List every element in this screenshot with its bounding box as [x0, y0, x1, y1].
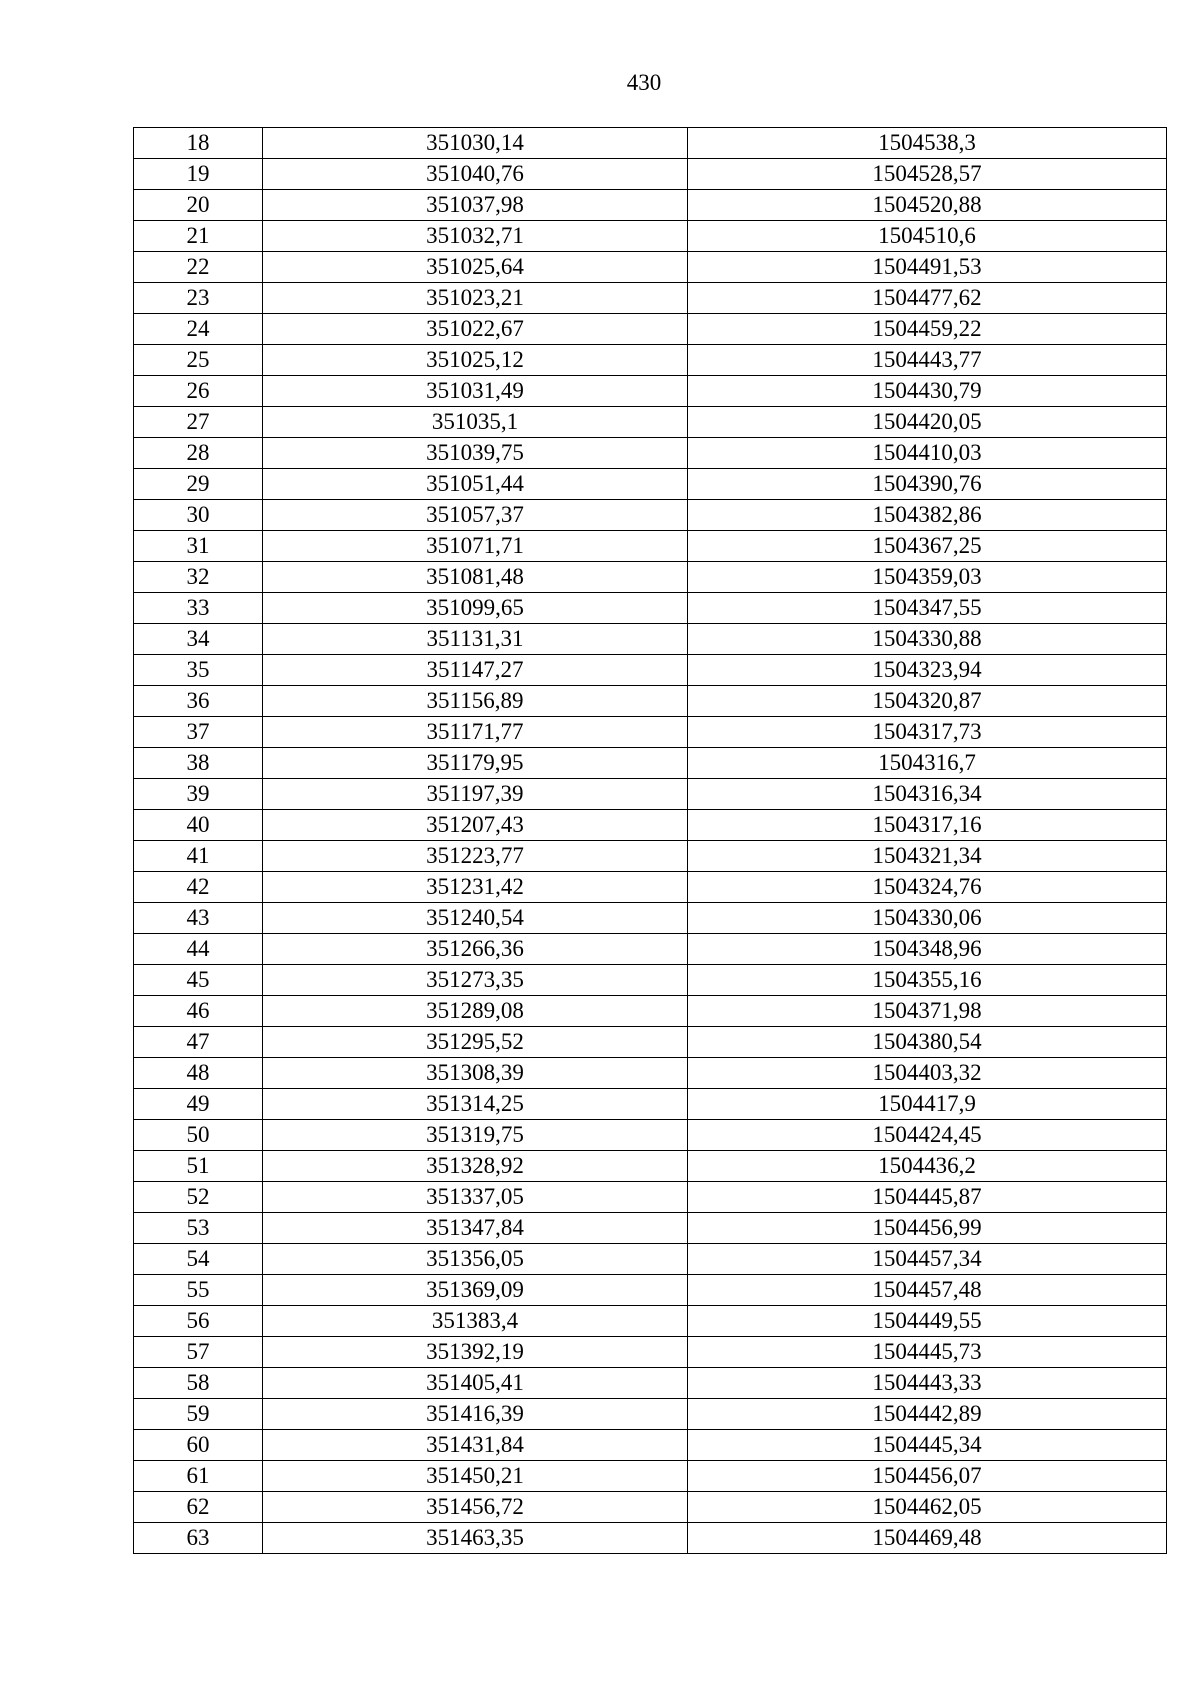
- point-number-cell: 52: [134, 1182, 263, 1213]
- point-number-cell: 40: [134, 810, 263, 841]
- x-coordinate-cell: 351057,37: [263, 500, 688, 531]
- point-number-cell: 59: [134, 1399, 263, 1430]
- point-number-cell: 46: [134, 996, 263, 1027]
- y-coordinate-cell: 1504456,99: [688, 1213, 1167, 1244]
- point-number-cell: 50: [134, 1120, 263, 1151]
- x-coordinate-cell: 351289,08: [263, 996, 688, 1027]
- table-row: [134, 965, 1167, 996]
- x-coordinate-cell: 351308,39: [263, 1058, 688, 1089]
- x-coordinate-cell: 351240,54: [263, 903, 688, 934]
- x-coordinate-cell: 351131,31: [263, 624, 688, 655]
- y-coordinate-cell: 1504430,79: [688, 376, 1167, 407]
- y-coordinate-cell: 1504420,05: [688, 407, 1167, 438]
- coordinates-table: [133, 127, 1167, 1554]
- y-coordinate-cell: 1504436,2: [688, 1151, 1167, 1182]
- table-row: [134, 872, 1167, 903]
- x-coordinate-cell: 351347,84: [263, 1213, 688, 1244]
- table-row: [134, 500, 1167, 531]
- y-coordinate-cell: 1504321,34: [688, 841, 1167, 872]
- y-coordinate-cell: 1504462,05: [688, 1492, 1167, 1523]
- y-coordinate-cell: 1504443,77: [688, 345, 1167, 376]
- point-number-cell: 61: [134, 1461, 263, 1492]
- x-coordinate-cell: 351039,75: [263, 438, 688, 469]
- table-row: [134, 190, 1167, 221]
- table-body: [134, 128, 1167, 1554]
- point-number-cell: 36: [134, 686, 263, 717]
- x-coordinate-cell: 351383,4: [263, 1306, 688, 1337]
- table-row: [134, 1337, 1167, 1368]
- table-row: [134, 841, 1167, 872]
- x-coordinate-cell: 351071,71: [263, 531, 688, 562]
- table-row: [134, 1182, 1167, 1213]
- x-coordinate-cell: 351032,71: [263, 221, 688, 252]
- y-coordinate-cell: 1504317,73: [688, 717, 1167, 748]
- x-coordinate-cell: 351081,48: [263, 562, 688, 593]
- x-coordinate-cell: 351147,27: [263, 655, 688, 686]
- table-row: [134, 469, 1167, 500]
- table-row: [134, 1120, 1167, 1151]
- x-coordinate-cell: 351295,52: [263, 1027, 688, 1058]
- table-row: [134, 407, 1167, 438]
- point-number-cell: 48: [134, 1058, 263, 1089]
- table-row: [134, 314, 1167, 345]
- point-number-cell: 20: [134, 190, 263, 221]
- y-coordinate-cell: 1504316,34: [688, 779, 1167, 810]
- x-coordinate-cell: 351231,42: [263, 872, 688, 903]
- table-row: [134, 1151, 1167, 1182]
- y-coordinate-cell: 1504382,86: [688, 500, 1167, 531]
- point-number-cell: 27: [134, 407, 263, 438]
- point-number-cell: 29: [134, 469, 263, 500]
- y-coordinate-cell: 1504359,03: [688, 562, 1167, 593]
- table-row: [134, 562, 1167, 593]
- point-number-cell: 55: [134, 1275, 263, 1306]
- x-coordinate-cell: 351171,77: [263, 717, 688, 748]
- y-coordinate-cell: 1504528,57: [688, 159, 1167, 190]
- y-coordinate-cell: 1504355,16: [688, 965, 1167, 996]
- y-coordinate-cell: 1504457,48: [688, 1275, 1167, 1306]
- y-coordinate-cell: 1504510,6: [688, 221, 1167, 252]
- x-coordinate-cell: 351337,05: [263, 1182, 688, 1213]
- table-row: [134, 903, 1167, 934]
- table-row: [134, 283, 1167, 314]
- x-coordinate-cell: 351040,76: [263, 159, 688, 190]
- table-row: [134, 655, 1167, 686]
- table-row: [134, 1058, 1167, 1089]
- table-row: [134, 748, 1167, 779]
- y-coordinate-cell: 1504330,06: [688, 903, 1167, 934]
- x-coordinate-cell: 351197,39: [263, 779, 688, 810]
- y-coordinate-cell: 1504445,34: [688, 1430, 1167, 1461]
- table-row: [134, 996, 1167, 1027]
- x-coordinate-cell: 351030,14: [263, 128, 688, 159]
- point-number-cell: 56: [134, 1306, 263, 1337]
- x-coordinate-cell: 351266,36: [263, 934, 688, 965]
- x-coordinate-cell: 351025,12: [263, 345, 688, 376]
- point-number-cell: 43: [134, 903, 263, 934]
- table-row: [134, 1523, 1167, 1554]
- y-coordinate-cell: 1504324,76: [688, 872, 1167, 903]
- table-row: [134, 1399, 1167, 1430]
- y-coordinate-cell: 1504317,16: [688, 810, 1167, 841]
- y-coordinate-cell: 1504491,53: [688, 252, 1167, 283]
- point-number-cell: 57: [134, 1337, 263, 1368]
- point-number-cell: 24: [134, 314, 263, 345]
- x-coordinate-cell: 351319,75: [263, 1120, 688, 1151]
- y-coordinate-cell: 1504457,34: [688, 1244, 1167, 1275]
- y-coordinate-cell: 1504320,87: [688, 686, 1167, 717]
- point-number-cell: 31: [134, 531, 263, 562]
- table-row: [134, 1461, 1167, 1492]
- table-row: [134, 128, 1167, 159]
- table-row: [134, 376, 1167, 407]
- table-row: [134, 1306, 1167, 1337]
- table-row: [134, 1492, 1167, 1523]
- y-coordinate-cell: 1504323,94: [688, 655, 1167, 686]
- y-coordinate-cell: 1504348,96: [688, 934, 1167, 965]
- table-row: [134, 593, 1167, 624]
- x-coordinate-cell: 351025,64: [263, 252, 688, 283]
- point-number-cell: 22: [134, 252, 263, 283]
- y-coordinate-cell: 1504477,62: [688, 283, 1167, 314]
- point-number-cell: 35: [134, 655, 263, 686]
- point-number-cell: 30: [134, 500, 263, 531]
- x-coordinate-cell: 351207,43: [263, 810, 688, 841]
- x-coordinate-cell: 351356,05: [263, 1244, 688, 1275]
- x-coordinate-cell: 351314,25: [263, 1089, 688, 1120]
- x-coordinate-cell: 351037,98: [263, 190, 688, 221]
- point-number-cell: 54: [134, 1244, 263, 1275]
- y-coordinate-cell: 1504459,22: [688, 314, 1167, 345]
- point-number-cell: 19: [134, 159, 263, 190]
- table-row: [134, 438, 1167, 469]
- x-coordinate-cell: 351328,92: [263, 1151, 688, 1182]
- y-coordinate-cell: 1504316,7: [688, 748, 1167, 779]
- point-number-cell: 53: [134, 1213, 263, 1244]
- table-row: [134, 345, 1167, 376]
- x-coordinate-cell: 351369,09: [263, 1275, 688, 1306]
- y-coordinate-cell: 1504445,73: [688, 1337, 1167, 1368]
- table-row: [134, 531, 1167, 562]
- point-number-cell: 21: [134, 221, 263, 252]
- table-row: [134, 717, 1167, 748]
- point-number-cell: 39: [134, 779, 263, 810]
- y-coordinate-cell: 1504445,87: [688, 1182, 1167, 1213]
- y-coordinate-cell: 1504367,25: [688, 531, 1167, 562]
- y-coordinate-cell: 1504469,48: [688, 1523, 1167, 1554]
- point-number-cell: 60: [134, 1430, 263, 1461]
- x-coordinate-cell: 351156,89: [263, 686, 688, 717]
- table-row: [134, 686, 1167, 717]
- point-number-cell: 44: [134, 934, 263, 965]
- y-coordinate-cell: 1504371,98: [688, 996, 1167, 1027]
- point-number-cell: 25: [134, 345, 263, 376]
- x-coordinate-cell: 351179,95: [263, 748, 688, 779]
- y-coordinate-cell: 1504520,88: [688, 190, 1167, 221]
- x-coordinate-cell: 351405,41: [263, 1368, 688, 1399]
- table-row: [134, 1089, 1167, 1120]
- y-coordinate-cell: 1504442,89: [688, 1399, 1167, 1430]
- page-number: 430: [626, 70, 662, 95]
- table-row: [134, 934, 1167, 965]
- x-coordinate-cell: 351431,84: [263, 1430, 688, 1461]
- x-coordinate-cell: 351450,21: [263, 1461, 688, 1492]
- x-coordinate-cell: 351392,19: [263, 1337, 688, 1368]
- x-coordinate-cell: 351456,72: [263, 1492, 688, 1523]
- x-coordinate-cell: 351023,21: [263, 283, 688, 314]
- table-row: [134, 779, 1167, 810]
- point-number-cell: 37: [134, 717, 263, 748]
- point-number-cell: 62: [134, 1492, 263, 1523]
- x-coordinate-cell: 351223,77: [263, 841, 688, 872]
- point-number-cell: 58: [134, 1368, 263, 1399]
- point-number-cell: 49: [134, 1089, 263, 1120]
- table-row: [134, 221, 1167, 252]
- point-number-cell: 26: [134, 376, 263, 407]
- point-number-cell: 23: [134, 283, 263, 314]
- x-coordinate-cell: 351416,39: [263, 1399, 688, 1430]
- table-row: [134, 1027, 1167, 1058]
- point-number-cell: 51: [134, 1151, 263, 1182]
- table-row: [134, 810, 1167, 841]
- y-coordinate-cell: 1504424,45: [688, 1120, 1167, 1151]
- table-row: [134, 252, 1167, 283]
- x-coordinate-cell: 351463,35: [263, 1523, 688, 1554]
- y-coordinate-cell: 1504403,32: [688, 1058, 1167, 1089]
- point-number-cell: 32: [134, 562, 263, 593]
- y-coordinate-cell: 1504417,9: [688, 1089, 1167, 1120]
- point-number-cell: 41: [134, 841, 263, 872]
- y-coordinate-cell: 1504443,33: [688, 1368, 1167, 1399]
- x-coordinate-cell: 351031,49: [263, 376, 688, 407]
- y-coordinate-cell: 1504410,03: [688, 438, 1167, 469]
- table-row: [134, 159, 1167, 190]
- x-coordinate-cell: 351022,67: [263, 314, 688, 345]
- table-row: [134, 1430, 1167, 1461]
- y-coordinate-cell: 1504330,88: [688, 624, 1167, 655]
- table-row: [134, 1368, 1167, 1399]
- table-row: [134, 624, 1167, 655]
- x-coordinate-cell: 351035,1: [263, 407, 688, 438]
- table-row: [134, 1213, 1167, 1244]
- y-coordinate-cell: 1504347,55: [688, 593, 1167, 624]
- point-number-cell: 38: [134, 748, 263, 779]
- point-number-cell: 34: [134, 624, 263, 655]
- point-number-cell: 45: [134, 965, 263, 996]
- point-number-cell: 63: [134, 1523, 263, 1554]
- table-row: [134, 1244, 1167, 1275]
- x-coordinate-cell: 351273,35: [263, 965, 688, 996]
- point-number-cell: 28: [134, 438, 263, 469]
- table-row: [134, 1275, 1167, 1306]
- point-number-cell: 33: [134, 593, 263, 624]
- y-coordinate-cell: 1504456,07: [688, 1461, 1167, 1492]
- y-coordinate-cell: 1504538,3: [688, 128, 1167, 159]
- point-number-cell: 18: [134, 128, 263, 159]
- point-number-cell: 42: [134, 872, 263, 903]
- point-number-cell: 47: [134, 1027, 263, 1058]
- x-coordinate-cell: 351051,44: [263, 469, 688, 500]
- y-coordinate-cell: 1504380,54: [688, 1027, 1167, 1058]
- y-coordinate-cell: 1504449,55: [688, 1306, 1167, 1337]
- y-coordinate-cell: 1504390,76: [688, 469, 1167, 500]
- x-coordinate-cell: 351099,65: [263, 593, 688, 624]
